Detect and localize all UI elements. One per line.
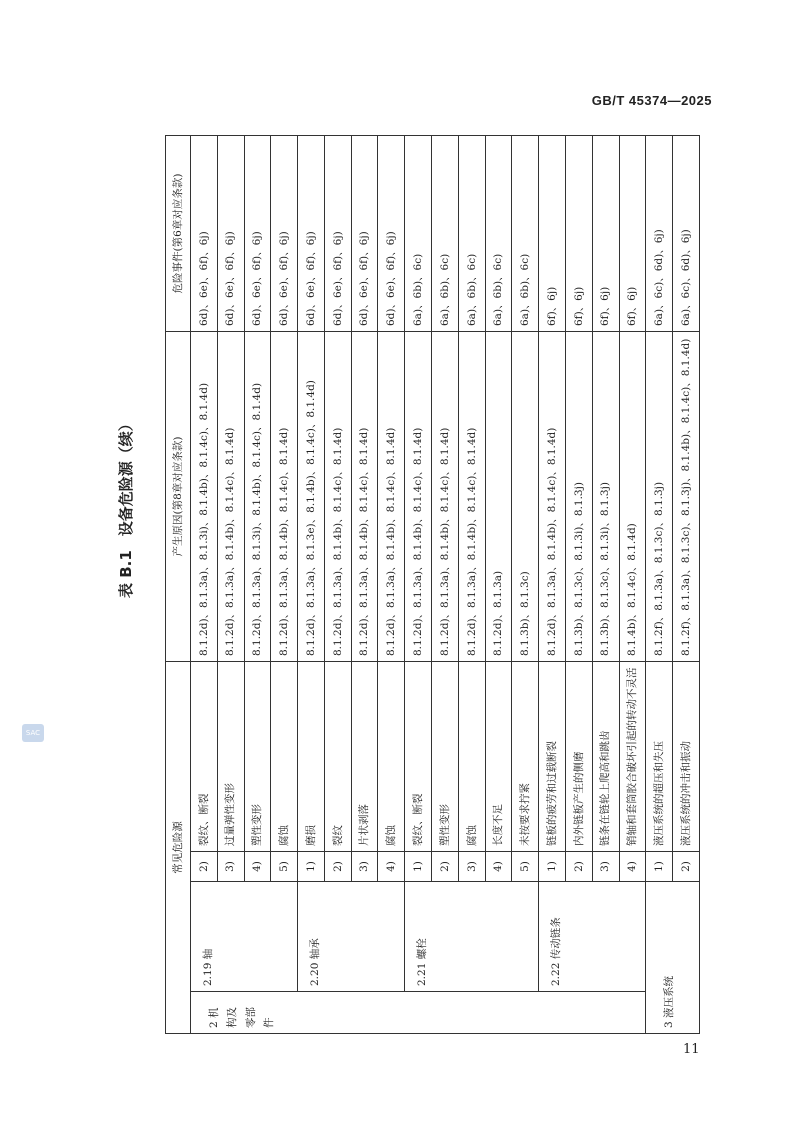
- hazard-cell: 内外链板产生的侧磨: [565, 662, 592, 852]
- event-cell: 6d)、6e)、6f)、6j): [244, 136, 271, 332]
- event-cell: 6a)、6b)、6c): [512, 136, 539, 332]
- hazard-cell: 裂纹、断裂: [405, 662, 432, 852]
- cause-cell: 8.1.3b)、8.1.3c)、8.1.3i)、8.1.3j): [592, 332, 619, 662]
- group-cell: 2.22 传动链条: [539, 882, 646, 992]
- event-cell: 6d)、6e)、6f)、6j): [324, 136, 351, 332]
- table-title-text: 设备危险源（续）: [117, 416, 135, 537]
- cause-cell: 8.1.2f)、8.1.3a)、8.1.3c)、8.1.3j): [646, 332, 673, 662]
- hazard-cell: 链条在链轮上爬高和跳齿: [592, 662, 619, 852]
- event-cell: 6a)、6c)、6d)、6j): [673, 136, 700, 332]
- row-number: 1): [539, 852, 566, 882]
- cause-cell: 8.1.2d)、8.1.3a)、8.1.4b)、8.1.4c)、8.1.4d): [432, 332, 459, 662]
- row-number: 4): [244, 852, 271, 882]
- event-cell: 6d)、6e)、6f)、6j): [191, 136, 218, 332]
- event-cell: 6f)、6j): [619, 136, 646, 332]
- cause-cell: 8.1.2d)、8.1.3a)、8.1.3i)、8.1.4b)、8.1.4c)、8.1.4d): [244, 332, 271, 662]
- table-title-label: 表 B.1: [117, 550, 135, 598]
- cause-cell: 8.1.2d)、8.1.3a)、8.1.4b)、8.1.4c)、8.1.4d): [378, 332, 405, 662]
- hazard-table: [165, 135, 700, 1034]
- system-cell: 2 机构及零部件: [191, 992, 646, 1034]
- cause-cell: 8.1.3b)、8.1.3c): [512, 332, 539, 662]
- event-cell: 6d)、6e)、6f)、6j): [298, 136, 325, 332]
- cause-cell: 8.1.2d)、8.1.3a)、8.1.4b)、8.1.4c)、8.1.4d): [539, 332, 566, 662]
- row-number: 4): [485, 852, 512, 882]
- table-row: [646, 136, 673, 1034]
- row-number: 2): [565, 852, 592, 882]
- table-row: [298, 136, 325, 1034]
- hazard-cell: 液压系统的冲击和振动: [673, 662, 700, 852]
- hazard-cell: 过量弹性变形: [217, 662, 244, 852]
- cause-cell: 8.1.2d)、8.1.3a)、8.1.4b)、8.1.4c)、8.1.4d): [405, 332, 432, 662]
- hazard-cell: 销轴和套筒胶合破坏引起的转动不灵活: [619, 662, 646, 852]
- hazard-cell: 腐蚀: [458, 662, 485, 852]
- row-number: 2): [673, 852, 700, 882]
- group-cell: 2.20 轴承: [298, 882, 405, 992]
- cause-cell: 8.1.2d)、8.1.3a): [485, 332, 512, 662]
- event-cell: 6a)、6c)、6d)、6j): [646, 136, 673, 332]
- column-header: 常见危险源: [166, 662, 191, 1034]
- group-cell: 2.19 轴: [191, 882, 298, 992]
- table-row: [539, 136, 566, 1034]
- hazard-cell: 液压系统的超压和失压: [646, 662, 673, 852]
- row-number: 3): [458, 852, 485, 882]
- cause-cell: 8.1.2d)、8.1.3a)、8.1.4b)、8.1.4c)、8.1.4d): [324, 332, 351, 662]
- row-number: 5): [512, 852, 539, 882]
- system-cell: 3 液压系统: [646, 882, 700, 1034]
- event-cell: 6d)、6e)、6f)、6j): [378, 136, 405, 332]
- hazard-cell: 裂纹、断裂: [191, 662, 218, 852]
- event-cell: 6d)、6e)、6f)、6j): [271, 136, 298, 332]
- hazard-cell: 腐蚀: [378, 662, 405, 852]
- row-number: 4): [378, 852, 405, 882]
- event-cell: 6a)、6b)、6c): [432, 136, 459, 332]
- event-cell: 6d)、6e)、6f)、6j): [351, 136, 378, 332]
- row-number: 2): [324, 852, 351, 882]
- hazard-cell: 片状剥落: [351, 662, 378, 852]
- cause-cell: 8.1.2d)、8.1.3a)、8.1.4b)、8.1.4c)、8.1.4d): [217, 332, 244, 662]
- sac-watermark-stamp: SAC: [22, 724, 44, 742]
- cause-cell: 8.1.2d)、8.1.3a)、8.1.3i)、8.1.4b)、8.1.4c)、8.1.4d): [191, 332, 218, 662]
- column-header: 危险事件(第6章对应条款): [166, 136, 191, 332]
- row-number: 1): [646, 852, 673, 882]
- group-cell: 2.21 螺栓: [405, 882, 539, 992]
- hazard-cell: 未按要求拧紧: [512, 662, 539, 852]
- table-header-row: [166, 136, 191, 1034]
- row-number: 5): [271, 852, 298, 882]
- event-cell: 6f)、6j): [565, 136, 592, 332]
- event-cell: 6a)、6b)、6c): [405, 136, 432, 332]
- cause-cell: 8.1.4b)、8.1.4c)、8.1.4d): [619, 332, 646, 662]
- hazard-cell: 塑性变形: [244, 662, 271, 852]
- row-number: 2): [432, 852, 459, 882]
- row-number: 2): [191, 852, 218, 882]
- row-number: 4): [619, 852, 646, 882]
- standard-code: GB/T 45374—2025: [591, 93, 712, 108]
- event-cell: 6f)、6j): [592, 136, 619, 332]
- hazard-cell: 磨损: [298, 662, 325, 852]
- event-cell: 6a)、6b)、6c): [485, 136, 512, 332]
- cause-cell: 8.1.2d)、8.1.3a)、8.1.4b)、8.1.4c)、8.1.4d): [271, 332, 298, 662]
- cause-cell: 8.1.2d)、8.1.3a)、8.1.4b)、8.1.4c)、8.1.4d): [351, 332, 378, 662]
- page-number: 11: [683, 1042, 700, 1057]
- cause-cell: 8.1.2d)、8.1.3a)、8.1.4b)、8.1.4c)、8.1.4d): [458, 332, 485, 662]
- hazard-cell: 链板的疲劳和过载断裂: [539, 662, 566, 852]
- cause-cell: 8.1.2f)、8.1.3a)、8.1.3c)、8.1.3j)、8.1.4b)、8.1.4c)、8.1.4d): [673, 332, 700, 662]
- event-cell: 6a)、6b)、6c): [458, 136, 485, 332]
- column-header: 产生原因(第8章对应条款): [166, 332, 191, 662]
- hazard-cell: 长度不足: [485, 662, 512, 852]
- hazard-cell: 腐蚀: [271, 662, 298, 852]
- event-cell: 6d)、6e)、6f)、6j): [217, 136, 244, 332]
- row-number: 1): [298, 852, 325, 882]
- hazard-cell: 塑性变形: [432, 662, 459, 852]
- row-number: 3): [592, 852, 619, 882]
- row-number: 3): [217, 852, 244, 882]
- row-number: 1): [405, 852, 432, 882]
- table-row: [191, 136, 218, 1034]
- row-number: 3): [351, 852, 378, 882]
- cause-cell: 8.1.2d)、8.1.3a)、8.1.3e)、8.1.4b)、8.1.4c)、8.1.4d): [298, 332, 325, 662]
- table-row: [405, 136, 432, 1034]
- hazard-cell: 裂纹: [324, 662, 351, 852]
- event-cell: 6f)、6j): [539, 136, 566, 332]
- cause-cell: 8.1.3b)、8.1.3c)、8.1.3i)、8.1.3j): [565, 332, 592, 662]
